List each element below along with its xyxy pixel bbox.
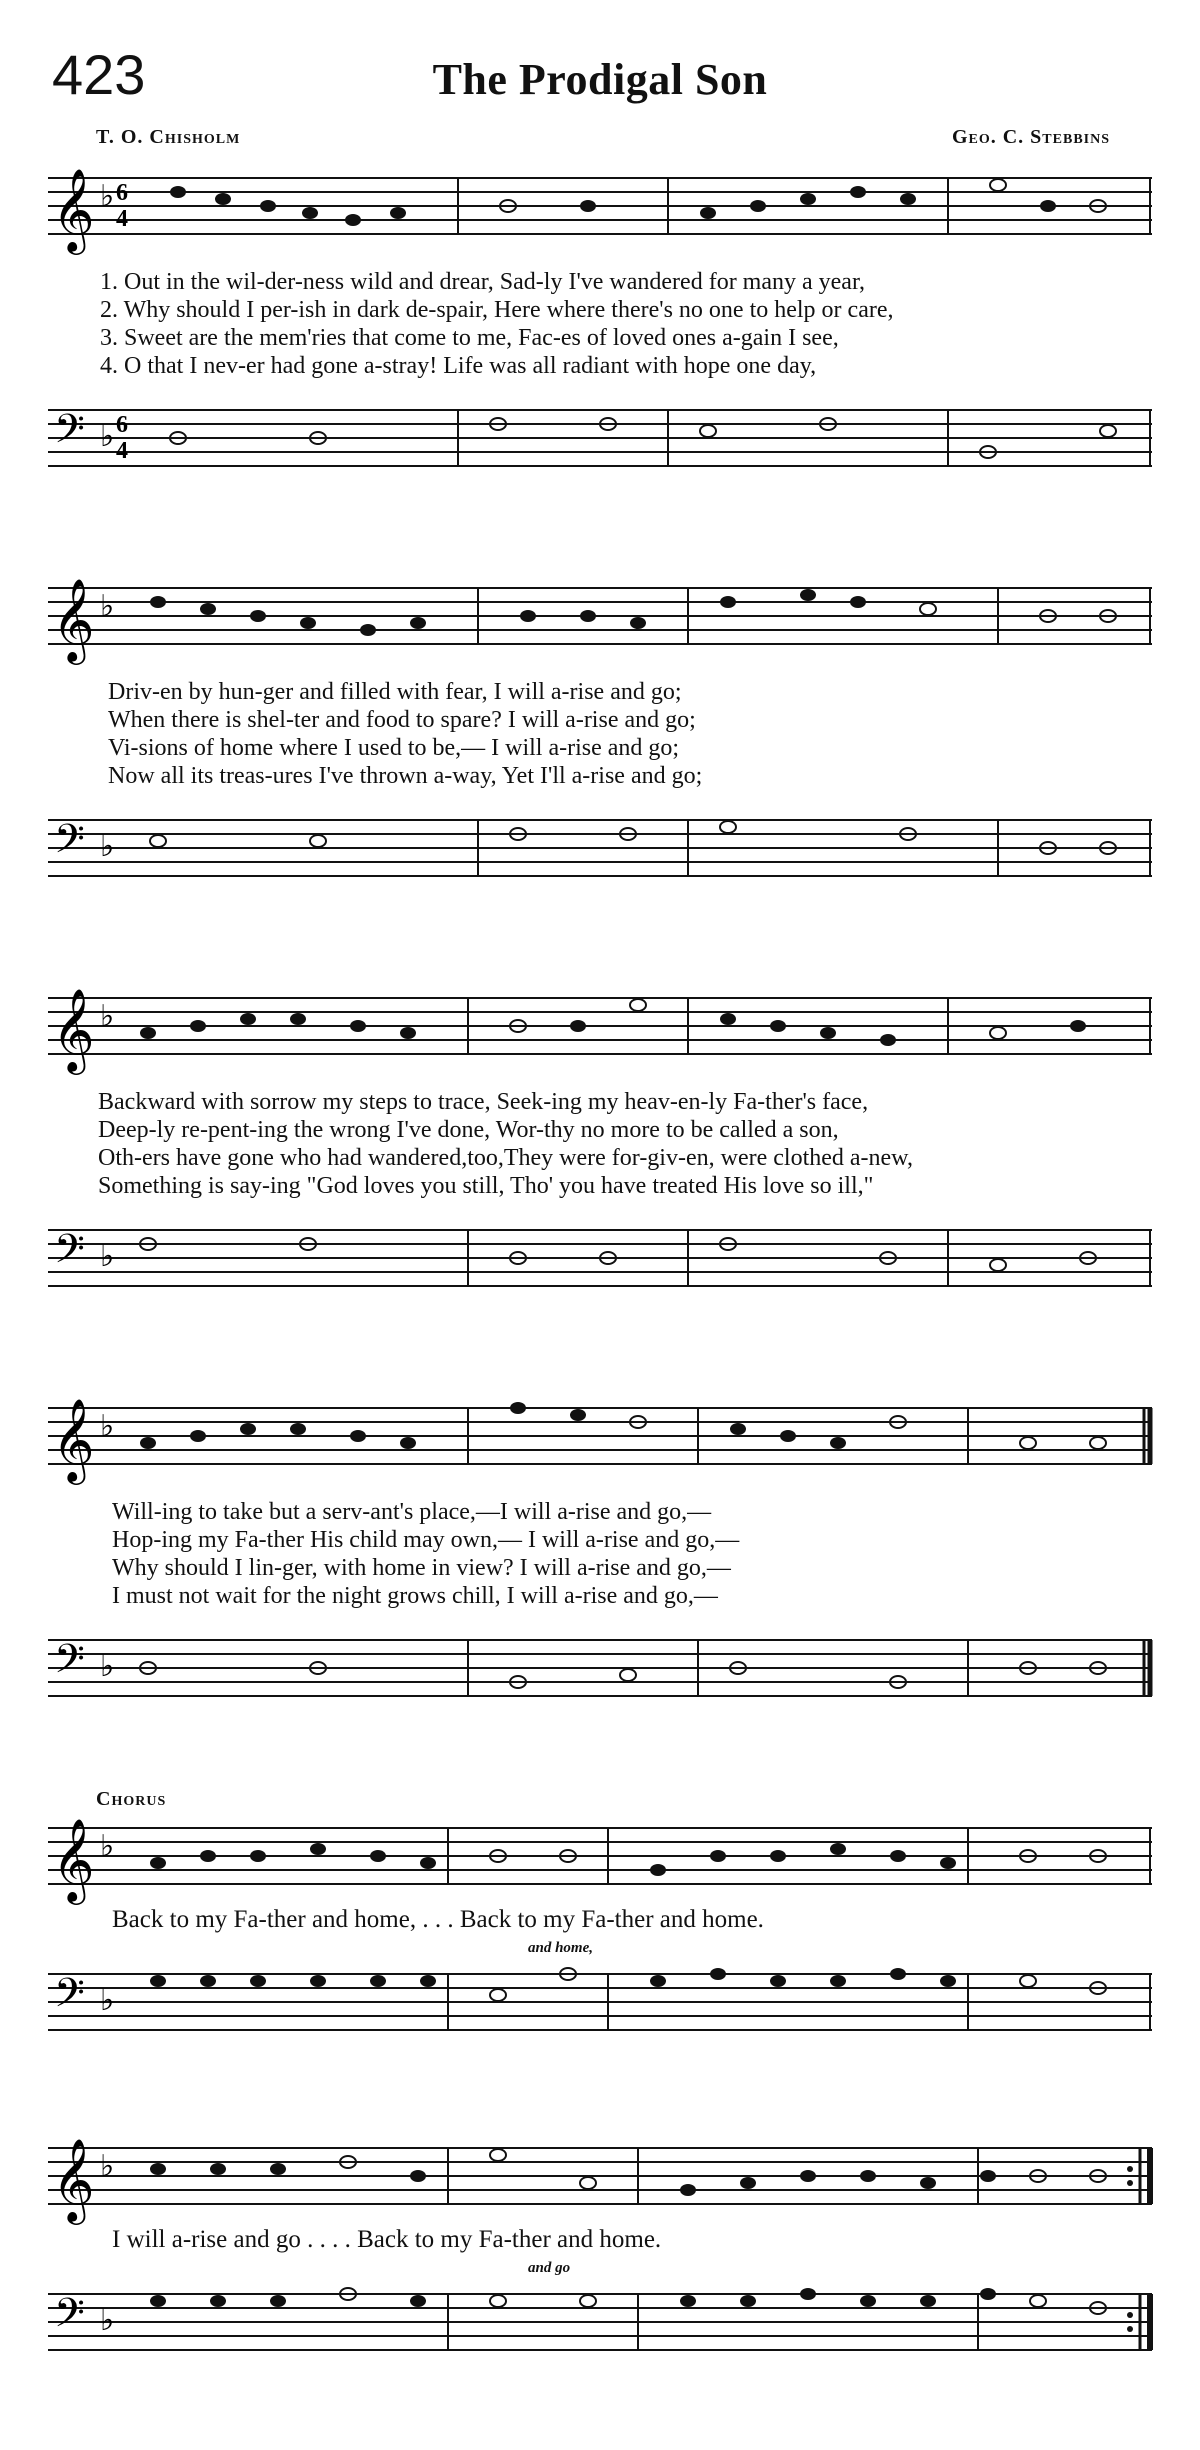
treble-staff <box>48 2137 1152 2230</box>
svg-text:♭: ♭ <box>100 1983 115 2018</box>
treble-staff <box>48 1817 1152 1910</box>
chorus-lyric: Back to my Fa-ther and home, . . . Back to my Fa-ther and home. <box>112 1906 764 1933</box>
composer-credit: Geo. C. Stebbins <box>951 126 1110 148</box>
verse-line: 2. Why should I per-ish in dark de-spair, Here where there's no one to help or care, <box>100 297 894 323</box>
hymn-number: 423 <box>52 43 146 106</box>
svg-text:6: 6 <box>116 180 128 206</box>
svg-text:♭: ♭ <box>100 999 115 1034</box>
chorus-cue: and home, <box>528 1940 594 1956</box>
chorus-lyric: I will a-rise and go . . . . Back to my Fa-ther and home. <box>112 2226 662 2253</box>
verse-line: Something is say-ing "God loves you still, Tho' you have treated His love so ill," <box>98 1173 874 1199</box>
bass-staff <box>48 402 1152 492</box>
treble-staff <box>48 1397 1152 1490</box>
verse-line: 3. Sweet are the mem'ries that come to me, Fac-es of loved ones a-gain I see, <box>100 325 839 351</box>
verse-line: Deep-ly re-pent-ing the wrong I've done, Wor-thy no more to be called a son, <box>98 1117 839 1143</box>
verse-line: Oth-ers have gone who had wandered,too,They were for-giv-en, were clothed a-new, <box>98 1145 913 1171</box>
music-system-3 <box>48 970 1152 1330</box>
svg-text:♭: ♭ <box>100 829 115 864</box>
verse-line: Backward with sorrow my steps to trace, Seek-ing my heav-en-ly Fa-ther's face, <box>98 1089 869 1115</box>
verse-line: Now all its treas-ures I've thrown a-way, Yet I'll a-rise and go; <box>108 763 703 789</box>
verse-line: Why should I lin-ger, with home in view? I will a-rise and go,— <box>112 1555 731 1581</box>
svg-text:𝄞: 𝄞 <box>52 167 95 251</box>
svg-text:♭: ♭ <box>100 1239 115 1274</box>
svg-text:𝄢: 𝄢 <box>54 1970 85 2026</box>
svg-text:𝄞: 𝄞 <box>52 2137 95 2221</box>
treble-staff <box>48 167 1152 260</box>
svg-text:4: 4 <box>116 206 128 232</box>
hymn-title: The Prodigal Son <box>432 55 768 104</box>
verse-line: 1. Out in the wil-der-ness wild and drear, Sad-ly I've wandered for many a year, <box>100 269 865 295</box>
music-system-2 <box>48 560 1152 920</box>
bass-staff <box>48 2286 1152 2376</box>
svg-text:𝄢: 𝄢 <box>54 406 85 462</box>
bass-staff <box>48 1222 1152 1312</box>
music-system-4 <box>48 1380 1152 1740</box>
svg-text:𝄢: 𝄢 <box>54 2290 85 2346</box>
chorus-system-2 <box>48 2130 1152 2430</box>
verse-line: Driv-en by hun-ger and filled with fear, I will a-rise and go; <box>108 679 682 705</box>
treble-staff <box>48 987 1152 1080</box>
svg-text:♭: ♭ <box>100 1829 115 1864</box>
svg-text:𝄢: 𝄢 <box>54 816 85 872</box>
svg-text:4: 4 <box>116 438 128 464</box>
verse-line: 4. O that I nev-er had gone a-stray! Life was all radiant with hope one day, <box>100 353 817 379</box>
bass-staff <box>48 1966 1152 2056</box>
bass-staff <box>48 1632 1152 1722</box>
svg-text:♭: ♭ <box>100 2149 115 2184</box>
svg-text:𝄢: 𝄢 <box>54 1636 85 1692</box>
svg-text:𝄞: 𝄞 <box>52 1397 95 1481</box>
verse-line: When there is shel-ter and food to spare? I will a-rise and go; <box>108 707 696 733</box>
music-system-1 <box>48 150 1152 510</box>
chorus-label: Chorus <box>96 1788 167 1810</box>
svg-text:♭: ♭ <box>100 1409 115 1444</box>
svg-text:𝄞: 𝄞 <box>52 1817 95 1901</box>
bass-staff <box>48 812 1152 902</box>
treble-staff <box>48 577 1152 670</box>
svg-text:♭: ♭ <box>100 589 115 624</box>
chorus-cue: and go <box>528 2260 571 2276</box>
chorus-system-1 <box>48 1810 1152 2110</box>
verse-line: Hop-ing my Fa-ther His child may own,— I will a-rise and go,— <box>112 1527 740 1553</box>
svg-text:𝄞: 𝄞 <box>52 577 95 661</box>
author-credit: T. O. Chisholm <box>96 126 241 148</box>
verse-line: Will-ing to take but a serv-ant's place,—I will a-rise and go,— <box>112 1499 712 1525</box>
svg-text:♭: ♭ <box>100 179 115 214</box>
svg-text:♭: ♭ <box>100 419 115 454</box>
svg-text:𝄞: 𝄞 <box>52 987 95 1071</box>
verse-line: Vi-sions of home where I used to be,— I will a-rise and go; <box>108 735 680 761</box>
svg-text:𝄢: 𝄢 <box>54 1226 85 1282</box>
verse-line: I must not wait for the night grows chill, I will a-rise and go,— <box>112 1583 718 1609</box>
svg-text:♭: ♭ <box>100 1649 115 1684</box>
svg-text:6: 6 <box>116 412 128 438</box>
svg-text:♭: ♭ <box>100 2303 115 2338</box>
